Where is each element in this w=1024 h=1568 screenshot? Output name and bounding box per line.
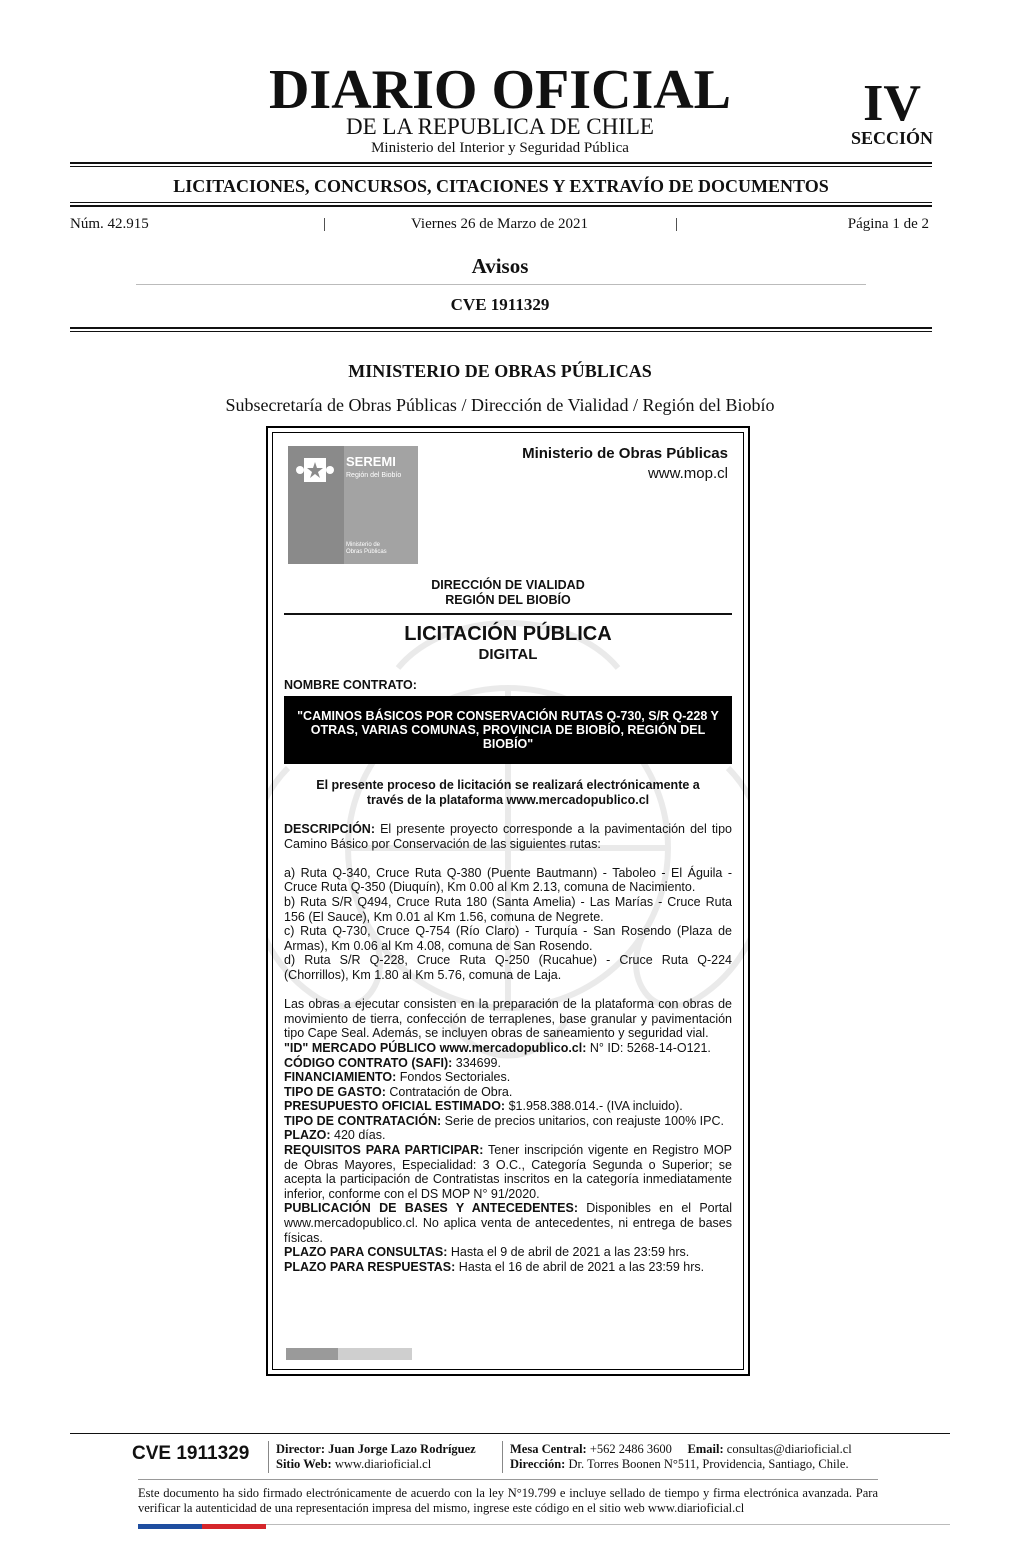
route-item: a) Ruta Q-340, Cruce Ruta Q-380 (Puente Bautmann) - Taboleo - El Águila - Cruce Ruta Q-350 (Diuquín), Km 0.00 al Km 2.13, comuna de Nacimiento.	[284, 865, 732, 895]
field-label: PLAZO PARA RESPUESTAS:	[284, 1259, 456, 1274]
licitacion-subtitle: DIGITAL	[478, 646, 538, 663]
section-label: SECCIÓN	[850, 128, 934, 148]
respuestas-row	[284, 1260, 732, 1275]
footer-director-column	[276, 1442, 476, 1472]
field-value: Serie de precios unitarios, con reajuste 100% IPC.	[444, 1113, 724, 1128]
field-value: $1.958.388.014.- (IVA incluido).	[508, 1099, 683, 1114]
field-value: Disponibles en el Portal www.mercadopublico.cl. No aplica venta de antecedentes, ni entrega de bases físicas.	[284, 1201, 732, 1245]
route-item: d) Ruta S/R Q-228, Cruce Ruta Q-250 (Rucahue) - Cruce Ruta Q-224 (Chorrillos), Km 1.80 al Km 5.76, comuna de Laja.	[284, 953, 732, 982]
flag-stripe-red	[202, 1524, 266, 1529]
footer-director	[276, 1442, 476, 1457]
publicacion-row	[284, 1201, 732, 1245]
issue-info-row	[70, 214, 932, 234]
chile-crest-icon	[294, 452, 336, 488]
divider	[70, 327, 932, 329]
field-label: TIPO DE CONTRATACIÓN:	[284, 1113, 442, 1128]
seremi-region: Región del Biobío	[346, 472, 402, 479]
region-line: REGIÓN DEL BIOBÍO	[445, 593, 571, 607]
field-value: Contratación de Obra.	[389, 1084, 513, 1099]
field-value: N° ID: 5268-14-O121.	[589, 1040, 711, 1055]
section-number: IV	[863, 75, 921, 132]
licitacion-notice	[266, 426, 750, 1376]
financiamiento-row	[284, 1070, 732, 1085]
issue-separator: |	[323, 216, 327, 232]
seremi-title: SEREMI	[346, 454, 396, 469]
field-value: El presente proyecto corresponde a la pavimentación del tipo Camino Básico por Conservación de las siguientes rutas:	[284, 822, 732, 851]
licitacion-title: LICITACIÓN PÚBLICA	[404, 623, 612, 645]
field-value: Hasta el 9 de abril de 2021 a las 23:59 hrs.	[450, 1245, 690, 1260]
section-heading: Avisos	[471, 254, 529, 278]
divider	[136, 284, 866, 285]
issue-separator: |	[675, 216, 679, 232]
footer-label: Director:	[276, 1442, 326, 1456]
category-heading: LICITACIONES, CONCURSOS, CITACIONES Y EXTRAVÍO DE DOCUMENTOS	[173, 176, 829, 196]
divider	[70, 202, 932, 203]
footer-phone-email	[510, 1442, 852, 1457]
field-label: CÓDIGO CONTRATO (SAFI):	[284, 1055, 453, 1070]
seremi-ministry	[346, 542, 387, 556]
field-label: "ID" MERCADO PÚBLICO www.mercadopublico.cl:	[284, 1040, 587, 1055]
tipo-gasto-row	[284, 1085, 732, 1100]
route-item: b) Ruta S/R Q494, Cruce Ruta 180 (Santa Amelia) - Las Marías - Cruce Ruta 156 (El Sauce), Km 0.01 al Km 1.56, comuna de Negrete.	[284, 894, 732, 924]
contract-name: "CAMINOS BÁSICOS POR CONSERVACIÓN RUTAS Q-730, S/R Q-228 Y OTRAS, VARIAS COMUNAS, PROVINCIA DE BIOBÍO, REGIÓN DEL BIOBÍO"	[297, 709, 719, 751]
divider	[70, 162, 932, 164]
field-label: DESCRIPCIÓN:	[284, 822, 375, 836]
field-label: REQUISITOS PARA PARTICIPAR:	[284, 1143, 484, 1158]
footer-label: Dirección:	[510, 1457, 566, 1471]
field-label: PUBLICACIÓN DE BASES Y ANTECEDENTES:	[284, 1201, 578, 1216]
seremi-logo	[288, 446, 418, 564]
id-row	[284, 1041, 732, 1056]
field-label: PRESUPUESTO OFICIAL ESTIMADO:	[284, 1099, 506, 1114]
masthead-ministry: Ministerio del Interior y Seguridad Pública	[371, 140, 629, 156]
notice-body	[284, 822, 732, 1274]
footer-phone: +562 2486 3600	[589, 1442, 672, 1456]
notice-divider	[284, 613, 732, 615]
contract-label: NOMBRE CONTRATO:	[284, 678, 417, 692]
subsecretaria-line: Subsecretaría de Obras Públicas / Dirección de Vialidad / Región del Biobío	[225, 395, 775, 415]
issue-number: Núm. 42.915	[70, 216, 149, 232]
mop-url: www.mop.cl	[647, 465, 728, 482]
footer-value: Juan Jorge Lazo Rodríguez	[328, 1442, 476, 1456]
consultas-row	[284, 1245, 732, 1260]
field-value: Fondos Sectoriales.	[399, 1070, 511, 1085]
footer-address	[510, 1457, 852, 1472]
ministry-heading: MINISTERIO DE OBRAS PÚBLICAS	[348, 361, 652, 381]
footer-website-link[interactable]: www.diarioficial.cl	[334, 1457, 432, 1471]
divider	[70, 331, 932, 332]
field-value: Tener inscripción vigente en Registro MOP de Obras Mayores, Especialidad: 3 O.C., Categoría Segunda o Superior; se acepta la participación de Contratistas inscritos en la categoría inmediatamente inferior, conforme con el DS MOP N° 91/2020.	[284, 1143, 733, 1201]
issue-page: Página 1 de 2	[847, 216, 929, 232]
field-label: PLAZO:	[284, 1128, 331, 1143]
footer-address-value: Dr. Torres Boonen N°511, Providencia, Santiago, Chile.	[568, 1457, 849, 1471]
masthead-subtitle: DE LA REPUBLICA DE CHILE	[346, 114, 654, 139]
issue-date: Viernes 26 de Marzo de 2021	[411, 216, 588, 232]
works-paragraph: Las obras a ejecutar consisten en la preparación de la plataforma con obras de movimiento de tierra, confección de terraplenes, base granular y pavimentación tipo Cape Seal. Además, se incluyen obras de saneamiento y seguridad vial.	[284, 997, 732, 1041]
footer-label: Mesa Central:	[510, 1442, 587, 1456]
tipo-contratacion-row	[284, 1114, 732, 1129]
electronic-process-note: El presente proceso de licitación se realizará electrónicamente a través de la plataforma www.mercadopublico.cl	[316, 778, 700, 807]
codigo-row	[284, 1056, 732, 1071]
footer-divider	[138, 1479, 878, 1480]
route-item: c) Ruta Q-730, Cruce Q-754 (Río Claro) - Turquía - San Rosendo (Plaza de Armas), Km 0.06 al Km 4.08, comuna de San Rosendo.	[284, 924, 732, 953]
footer-email-link[interactable]: consultas@diarioficial.cl	[726, 1442, 852, 1456]
requisitos-row	[284, 1143, 732, 1201]
field-label: FINANCIAMIENTO:	[284, 1070, 397, 1085]
footer-label: Sitio Web:	[276, 1457, 332, 1471]
seremi-ministry-line2: Obras Públicas	[346, 549, 387, 555]
field-value: 334699.	[455, 1055, 501, 1070]
field-label: TIPO DE GASTO:	[284, 1084, 386, 1099]
notice-footer-bar	[286, 1348, 338, 1360]
footer-separator	[268, 1441, 269, 1473]
field-value: 420 días.	[334, 1128, 386, 1143]
field-label: PLAZO PARA CONSULTAS:	[284, 1245, 448, 1260]
field-value: Hasta el 16 de abril de 2021 a las 23:59 hrs.	[458, 1259, 705, 1274]
contract-name-bar	[284, 696, 732, 764]
mop-name: Ministerio de Obras Públicas	[522, 445, 728, 462]
divider	[70, 205, 932, 207]
footer-separator	[502, 1441, 503, 1473]
cve-code: CVE 1911329	[450, 295, 550, 314]
presupuesto-row	[284, 1099, 732, 1114]
notice-footer-bar	[338, 1348, 412, 1360]
divider	[70, 166, 932, 167]
seremi-ministry-line1: Ministerio de	[346, 542, 381, 548]
direction-line: DIRECCIÓN DE VIALIDAD	[431, 578, 585, 592]
plazo-row	[284, 1128, 732, 1143]
footer-website	[276, 1457, 476, 1472]
footer-cve-code: CVE 1911329	[132, 1443, 250, 1464]
footer-divider	[70, 1433, 950, 1434]
flag-stripe-blue	[138, 1524, 202, 1529]
footer-legal-note: Este documento ha sido firmado electrónicamente de acuerdo con la ley N°19.799 e incluye sellado de tiempo y firma electrónica avanzada. Para verificar la autenticidad de una representación impresa del mismo, ingrese este código en el sitio web www.diarioficial.cl	[138, 1486, 878, 1515]
footer-contact-column	[510, 1442, 852, 1472]
footer-label: Email:	[687, 1442, 724, 1456]
descripcion-paragraph	[284, 822, 732, 851]
masthead-title: DIARIO OFICIAL	[268, 59, 732, 121]
